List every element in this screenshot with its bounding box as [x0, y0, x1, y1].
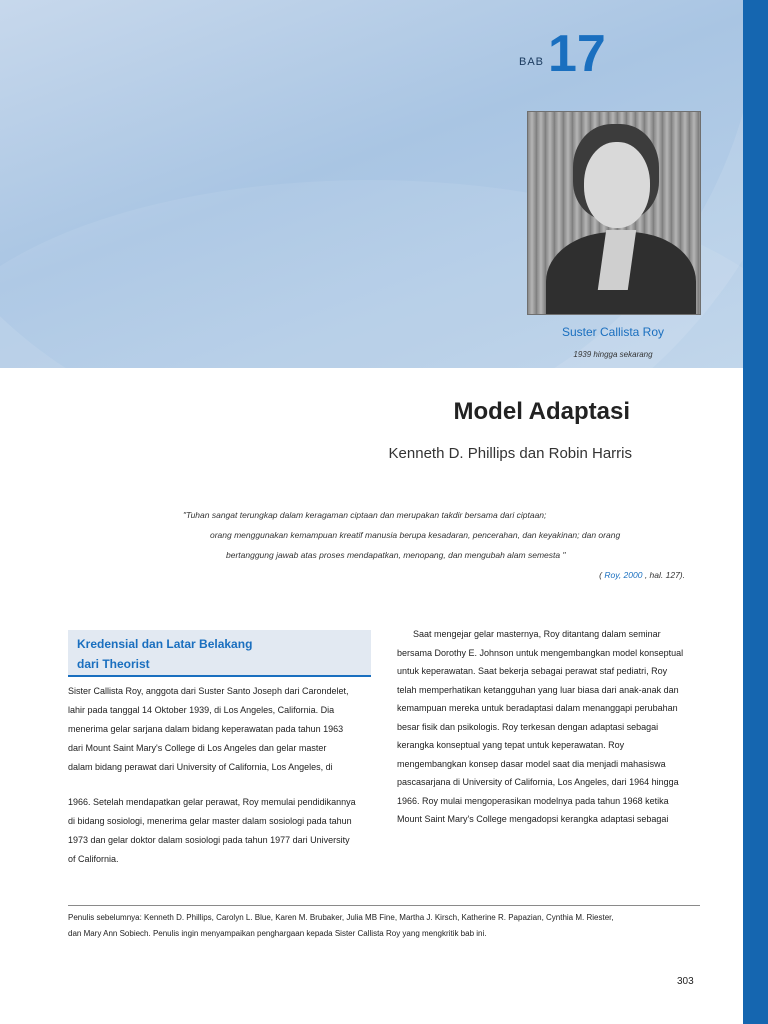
body-line: di bidang sosiologi, menerima gelar master dalam sosiologi pada tahun	[68, 816, 352, 826]
chapter-authors: Kenneth D. Phillips dan Robin Harris	[388, 445, 632, 462]
footnote-line: Penulis sebelumnya: Kenneth D. Phillips, Carolyn L. Blue, Karen M. Brubaker, Julia MB Fine, Martha J. Kirsch, Katherine R. Papazian, Cynthia M. Riester,	[68, 913, 614, 922]
body-line: 1966. Setelah mendapatkan gelar perawat, Roy memulai pendidikannya	[68, 797, 356, 807]
body-line: kemampuan mereka untuk beradaptasi dalam menanggapi perubahan	[397, 703, 678, 713]
body-line: besar fisik dan psikologis. Roy terkesan dengan adaptasi sebagai	[397, 721, 659, 732]
body-line: dari Mount Saint Mary's College di Los Angeles dan gelar master	[68, 743, 327, 753]
body-line: telah memperhatikan ketangguhan yang luar biasa dari anak-anak dan	[397, 684, 679, 695]
body-line: mengembangkan konsep dasar model saat dia menjadi mahasiswa	[397, 758, 666, 769]
footnote-divider	[68, 905, 700, 906]
body-line: 1966. Roy mulai mengoperasikan modelnya pada tahun 1968 ketika	[397, 795, 669, 806]
right-body-column	[397, 625, 702, 829]
epigraph-line: "Tuhan sangat terungkap dalam keragaman ciptaan dan merupakan takdir bersama dari ciptaan;	[183, 510, 547, 520]
chapter-title: Model Adaptasi	[453, 398, 630, 425]
section-heading-line: dari Theorist	[77, 657, 150, 671]
epigraph-quote	[150, 505, 685, 585]
body-line: Saat mengejar gelar masternya, Roy ditantang dalam seminar	[413, 629, 661, 639]
body-line: dalam bidang perawat dari University of California, Los Angeles, di	[68, 762, 333, 772]
body-line: bersama Dorothy E. Johnson untuk mengembangkan model konseptual	[397, 647, 684, 658]
section-heading-box	[68, 630, 371, 677]
footnote-line: dan Mary Ann Sobiech. Penulis ingin menyampaikan penghargaan kepada Sister Callista Roy yang mengkritik bab ini.	[68, 929, 487, 938]
body-line: 1973 dan gelar doktor dalam sosiologi pada tahun 1977 dari University	[68, 835, 350, 845]
body-line: Sister Callista Roy, anggota dari Suster Santo Joseph dari Carondelet,	[68, 686, 349, 696]
page-number: 303	[677, 976, 694, 987]
author-portrait-photo	[527, 111, 701, 315]
chapter-heading	[519, 25, 606, 83]
epigraph-line: orang menggunakan kemampuan kreatif manusia berupa kesadaran, pencerahan, dan keyakinan; dan orang	[210, 530, 621, 540]
body-line: untuk keperawatan. Saat bekerja sebagai perawat staf pediatri, Roy	[397, 666, 668, 676]
body-line: of California.	[68, 854, 119, 864]
chapter-number: 17	[548, 25, 606, 83]
body-line: pascasarjana di University of California, Los Angeles, dari 1964 hingga	[397, 777, 679, 787]
citation-link[interactable]: Roy, 2000	[604, 570, 643, 580]
body-line: Mount Saint Mary's College mengadopsi kerangka adaptasi sebagai	[397, 814, 669, 824]
epigraph-citation: ( Roy, 2000 , hal. 127).	[599, 570, 685, 580]
portrait-caption-years: 1939 hingga sekarang	[573, 350, 653, 359]
side-accent-bar	[743, 0, 768, 1024]
epigraph-line: bertanggung jawab atas proses mendapatkan, menopang, dan mengubah alam semesta "	[226, 550, 566, 560]
left-body-column	[68, 682, 373, 869]
body-line: lahir pada tanggal 14 Oktober 1939, di Los Angeles, California. Dia	[68, 705, 335, 715]
footnote	[68, 910, 708, 942]
body-line: kerangka konseptual yang tepat untuk keperawatan. Roy	[397, 740, 625, 750]
chapter-label: BAB	[519, 56, 545, 68]
body-line: menerima gelar sarjana dalam bidang keperawatan pada tahun 1963	[68, 724, 344, 734]
section-heading-line: Kredensial dan Latar Belakang	[77, 637, 253, 651]
portrait-caption-name: Suster Callista Roy	[561, 325, 665, 339]
